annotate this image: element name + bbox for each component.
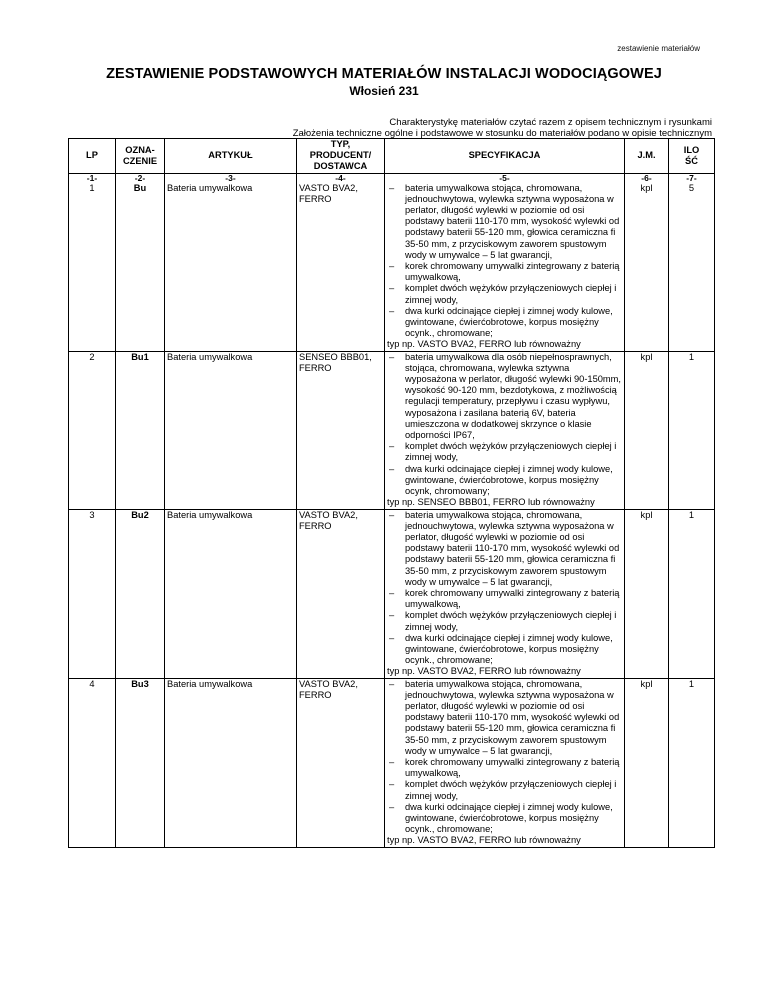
header-oznaczenie: OZNA- CZENIE bbox=[116, 139, 165, 174]
cell-specyfikacja bbox=[385, 351, 625, 509]
cell-specyfikacja bbox=[385, 509, 625, 678]
dash-bullet-icon: – bbox=[389, 779, 395, 790]
header-typ: TYP, PRODUCENT/ DOSTAWCA bbox=[297, 139, 385, 174]
dash-bullet-icon: – bbox=[389, 610, 395, 621]
cell-typ: VASTO BVA2, FERRO bbox=[297, 678, 385, 847]
column-number: -1- bbox=[69, 173, 116, 183]
page-header-note: zestawienie materiałów bbox=[617, 44, 700, 53]
cell-ilosc: 1 bbox=[669, 678, 715, 847]
column-number: -2- bbox=[116, 173, 165, 183]
header-artykul: ARTYKUŁ bbox=[165, 139, 297, 174]
spec-list bbox=[387, 510, 622, 667]
spec-item bbox=[387, 261, 622, 283]
dash-bullet-icon: – bbox=[389, 509, 395, 520]
dash-bullet-icon: – bbox=[389, 351, 395, 362]
table-row bbox=[69, 678, 715, 847]
cell-jm: kpl bbox=[625, 509, 669, 678]
spec-item bbox=[387, 510, 622, 588]
dash-bullet-icon: – bbox=[389, 283, 395, 294]
dash-bullet-icon: – bbox=[389, 801, 395, 812]
document-title: ZESTAWIENIE PODSTAWOWYCH MATERIAŁÓW INSTALACJI WODOCIĄGOWEJ bbox=[106, 66, 662, 82]
cell-lp: 2 bbox=[69, 351, 116, 509]
spec-item bbox=[387, 779, 622, 801]
cell-specyfikacja bbox=[385, 678, 625, 847]
cell-oznaczenie: Bu2 bbox=[116, 509, 165, 678]
spec-item-text: bateria umywalkowa dla osób niepełnosprawnych, stojąca, chromowana, wylewka sztywna wyposażona w perlator, długość wylewki 90-150mm, wysokość 90-120 mm, bezdotykowa, z możliwością regulacji temperatury, przepływu i czasu wypływu, wyposażona i zasilana baterią 6V, bateria umieszczona w dodatkowej skrzynce o klasie odporności IP67, bbox=[405, 351, 621, 441]
spec-list bbox=[387, 183, 622, 340]
header-specyfikacja: SPECYFIKACJA bbox=[385, 139, 625, 174]
spec-list bbox=[387, 679, 622, 836]
spec-list bbox=[387, 352, 622, 498]
cell-typ: VASTO BVA2, FERRO bbox=[297, 183, 385, 352]
spec-item-text: bateria umywalkowa stojąca, chromowana, jednouchwytowa, wylewka sztywna wyposażona w perlator, długość wylewki w poziomie od osi podstawy baterii 110-170 mm, wysokość wylewki od podstawy baterii 55-120 mm, głowica ceramiczna fi 35-50 mm, z przyciskowym zaworem spustowym wody w umywalce – 5 lat gwarancji, bbox=[405, 509, 620, 587]
dash-bullet-icon: – bbox=[389, 678, 395, 689]
table-row bbox=[69, 183, 715, 352]
cell-lp: 1 bbox=[69, 183, 116, 352]
cell-artykul: Bateria umywalkowa bbox=[165, 509, 297, 678]
spec-typ-note: typ np. VASTO BVA2, FERRO lub równoważny bbox=[387, 666, 581, 677]
column-number: -6- bbox=[625, 173, 669, 183]
cell-ilosc: 1 bbox=[669, 351, 715, 509]
dash-bullet-icon: – bbox=[389, 182, 395, 193]
spec-typ-note: typ np. VASTO BVA2, FERRO lub równoważny bbox=[387, 339, 581, 350]
spec-item bbox=[387, 283, 622, 305]
column-number-row bbox=[69, 173, 715, 183]
spec-item bbox=[387, 352, 622, 442]
cell-ilosc: 5 bbox=[669, 183, 715, 352]
dash-bullet-icon: – bbox=[389, 756, 395, 767]
spec-item bbox=[387, 441, 622, 463]
cell-typ: VASTO BVA2, FERRO bbox=[297, 509, 385, 678]
spec-item-text: dwa kurki odcinające ciepłej i zimnej wody kulowe, gwintowane, ćwierćobrotowe, korpus mosiężny ocynk, chromowany; bbox=[405, 463, 613, 497]
cell-artykul: Bateria umywalkowa bbox=[165, 678, 297, 847]
spec-item bbox=[387, 802, 622, 836]
spec-typ-note: typ np. VASTO BVA2, FERRO lub równoważny bbox=[387, 835, 581, 846]
header-ilosc: ILO ŚĆ bbox=[669, 139, 715, 174]
spec-item-text: bateria umywalkowa stojąca, chromowana, jednouchwytowa, wylewka sztywna wyposażona w perlator, długość wylewki w poziomie od osi podstawy baterii 110-170 mm, wysokość wylewki od podstawy baterii 55-120 mm, głowica ceramiczna fi 35-50 mm, z przyciskowym zaworem spustowym wody w umywalce – 5 lat gwarancji, bbox=[405, 182, 620, 260]
dash-bullet-icon: – bbox=[389, 587, 395, 598]
spec-item-text: komplet dwóch wężyków przyłączeniowych ciepłej i zimnej wody, bbox=[405, 283, 617, 305]
spec-item-text: korek chromowany umywalki zintegrowany z baterią umywalkową, bbox=[405, 261, 620, 283]
dash-bullet-icon: – bbox=[389, 305, 395, 316]
cell-oznaczenie: Bu3 bbox=[116, 678, 165, 847]
header-lp: LP bbox=[69, 139, 116, 174]
column-number: -7- bbox=[669, 173, 715, 183]
spec-item bbox=[387, 588, 622, 610]
table-row bbox=[69, 351, 715, 509]
cell-lp: 4 bbox=[69, 678, 116, 847]
spec-item bbox=[387, 610, 622, 632]
cell-artykul: Bateria umywalkowa bbox=[165, 183, 297, 352]
dash-bullet-icon: – bbox=[389, 463, 395, 474]
cell-ilosc: 1 bbox=[669, 509, 715, 678]
header-jm: J.M. bbox=[625, 139, 669, 174]
column-number: -5- bbox=[385, 173, 625, 183]
spec-item bbox=[387, 633, 622, 667]
cell-oznaczenie: Bu1 bbox=[116, 351, 165, 509]
spec-item-text: komplet dwóch wężyków przyłączeniowych ciepłej i zimnej wody, bbox=[405, 441, 617, 463]
table-body bbox=[69, 173, 715, 847]
dash-bullet-icon: – bbox=[389, 632, 395, 643]
cell-jm: kpl bbox=[625, 678, 669, 847]
cell-oznaczenie: Bu bbox=[116, 183, 165, 352]
table-row bbox=[69, 509, 715, 678]
column-number: -3- bbox=[165, 173, 297, 183]
spec-item-text: dwa kurki odcinające ciepłej i zimnej wody kulowe, gwintowane, ćwierćobrotowe, korpus mosiężny ocynk., chromowane; bbox=[405, 632, 613, 666]
cell-jm: kpl bbox=[625, 351, 669, 509]
spec-item bbox=[387, 183, 622, 261]
spec-item-text: dwa kurki odcinające ciepłej i zimnej wody kulowe, gwintowane, ćwierćobrotowe, korpus mosiężny ocynk., chromowane; bbox=[405, 801, 613, 835]
spec-item-text: dwa kurki odcinające ciepłej i zimnej wody kulowe, gwintowane, ćwierćobrotowe, korpus mosiężny ocynk., chromowane; bbox=[405, 305, 613, 339]
cell-typ: SENSEO BBB01, FERRO bbox=[297, 351, 385, 509]
dash-bullet-icon: – bbox=[389, 441, 395, 452]
spec-item-text: komplet dwóch wężyków przyłączeniowych ciepłej i zimnej wody, bbox=[405, 610, 617, 632]
dash-bullet-icon: – bbox=[389, 261, 395, 272]
note-line-1: Charakterystykę materiałów czytać razem z opisem technicznym i rysunkami bbox=[389, 117, 712, 128]
note-line-2: Założenia techniczne ogólne i podstawowe w stosunku do materiałów podano w opisie technicznym bbox=[292, 128, 712, 139]
table-header-row bbox=[69, 139, 715, 174]
spec-item bbox=[387, 757, 622, 779]
spec-item bbox=[387, 679, 622, 757]
spec-item bbox=[387, 306, 622, 340]
column-number: -4- bbox=[297, 173, 385, 183]
spec-item-text: korek chromowany umywalki zintegrowany z baterią umywalkową, bbox=[405, 587, 620, 610]
document-subtitle: Włosień 231 bbox=[349, 84, 419, 98]
spec-item-text: komplet dwóch wężyków przyłączeniowych ciepłej i zimnej wody, bbox=[405, 779, 617, 801]
spec-item-text: korek chromowany umywalki zintegrowany z baterią umywalkową, bbox=[405, 756, 620, 779]
materials-table bbox=[68, 138, 715, 848]
spec-item bbox=[387, 464, 622, 498]
spec-item-text: bateria umywalkowa stojąca, chromowana, jednouchwytowa, wylewka sztywna wyposażona w perlator, długość wylewki w poziomie od osi podstawy baterii 110-170 mm, wysokość wylewki od podstawy baterii 55-120 mm, głowica ceramiczna fi 35-50 mm, z przyciskowym zaworem spustowym wody w umywalce – 5 lat gwarancji, bbox=[405, 678, 620, 756]
cell-jm: kpl bbox=[625, 183, 669, 352]
cell-lp: 3 bbox=[69, 509, 116, 678]
spec-typ-note: typ np. SENSEO BBB01, FERRO lub równoważny bbox=[387, 497, 595, 508]
cell-artykul: Bateria umywalkowa bbox=[165, 351, 297, 509]
cell-specyfikacja bbox=[385, 183, 625, 352]
